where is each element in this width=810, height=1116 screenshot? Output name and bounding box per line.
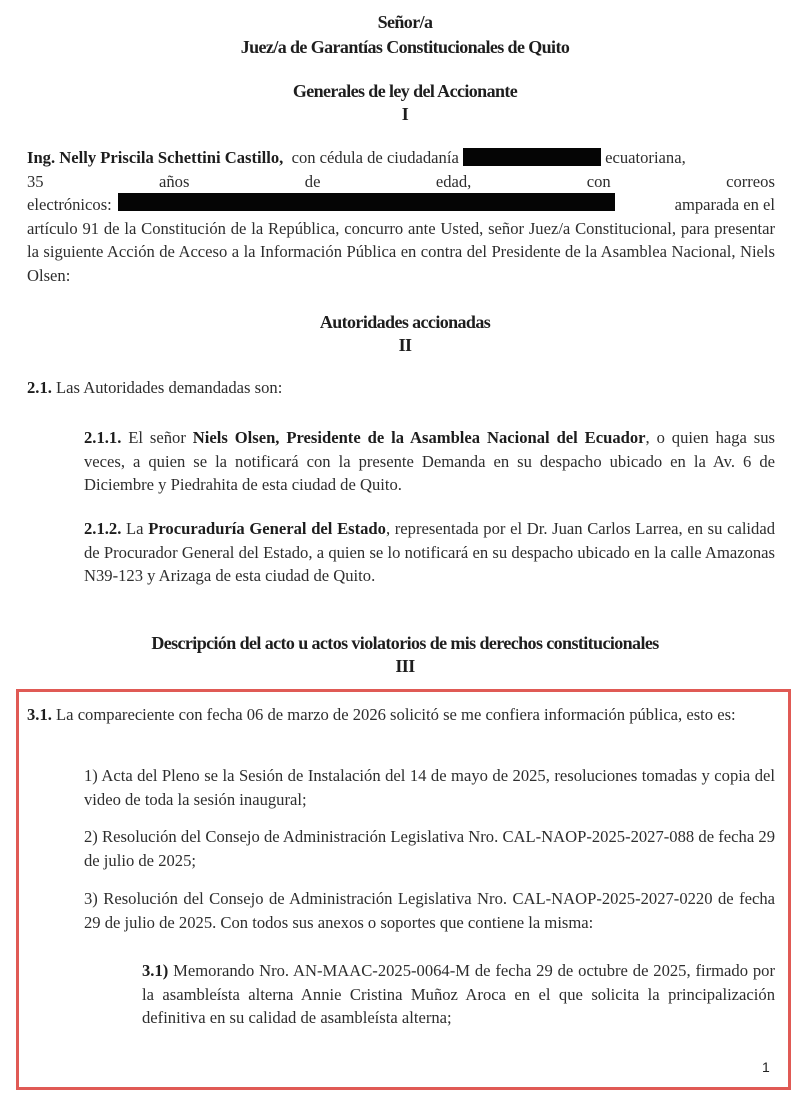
request-item-1: 1) Acta del Pleno se la Sesión de Instalación del 14 de mayo de 2025, resoluciones tomadas y copia del video de toda la sesión inaugural; xyxy=(84,766,775,809)
claimant-line-2 xyxy=(27,170,775,194)
paragraph-2-1-2 xyxy=(84,517,775,588)
paragraph-text: , representada por el Dr. Juan Carlos Larrea, en su calidad de Procurador General del Estado, a quien se lo notificará en su despacho ubicado en la calle Amazonas N39-123 y Arizaga de esta ciudad de Quito. xyxy=(84,519,775,585)
section-3-title: Descripción del acto u actos violatorios de mis derechos constitucionales xyxy=(151,633,659,653)
claimant-text-b: ecuatoriana, xyxy=(605,148,686,167)
claimant-text-a: con cédula de ciudadanía xyxy=(291,148,459,167)
section-1-title: Generales de ley del Accionante xyxy=(292,81,518,101)
claimant-word: correos xyxy=(726,171,775,191)
paragraph-text: , o quien haga sus veces, a quien se la notificará con la presente Demanda en su despacho ubicado en la Av. 6 de Diciembre y Piedrahita de esta ciudad de Quito. xyxy=(84,428,776,494)
paragraph-number: 2.1. xyxy=(27,378,52,397)
paragraph-text: Las Autoridades demandadas son: xyxy=(56,378,283,397)
paragraph-2-1-1 xyxy=(84,426,775,497)
paragraph-text: El señor xyxy=(128,428,186,447)
page-number: 1 xyxy=(762,1059,770,1075)
claimant-text-c: electrónicos: xyxy=(27,195,112,214)
paragraph-number: 2.1.1. xyxy=(84,428,122,447)
sub-item-text: Memorando Nro. AN-MAAC-2025-0064-M de fecha 29 de octubre de 2025, firmado por la asambleísta alterna Annie Cristina Muñoz Aroca en el que solicita la principalización definitiva en su calidad de asambleísta alterna; xyxy=(142,961,775,1027)
claimant-line-3 xyxy=(27,193,775,217)
addressee-line-1: Señor/a xyxy=(377,12,433,32)
claimant-paragraph xyxy=(27,146,775,287)
claimant-text-d: amparada en el xyxy=(674,195,775,214)
claimant-word: 35 xyxy=(27,171,44,191)
request-item-2: 2) Resolución del Consejo de Administración Legislativa Nro. CAL-NAOP-2025-2027-088 de fecha 29 de julio de 2025; xyxy=(84,827,775,870)
section-1-number: I xyxy=(401,104,409,124)
claimant-name: Ing. Nelly Priscila Schettini Castillo, xyxy=(27,148,284,167)
redacted-id-number xyxy=(463,148,601,166)
section-3-number: III xyxy=(395,656,415,676)
paragraph-text: La xyxy=(126,519,144,538)
paragraph-3-1 xyxy=(27,703,775,727)
request-item-3: 3) Resolución del Consejo de Administración Legislativa Nro. CAL-NAOP-2025-2027-0220 de fecha 29 de julio de 2025. Con todos sus anexos o soportes que contiene la misma: xyxy=(84,889,775,932)
sub-item-number: 3.1) xyxy=(142,961,169,980)
claimant-word: años xyxy=(158,171,190,191)
respondent-procuraduria: Procuraduría General del Estado xyxy=(148,519,386,538)
claimant-word: edad, xyxy=(435,171,472,191)
section-2-number: II xyxy=(398,335,412,355)
paragraph-text: La compareciente con fecha 06 de marzo de 2026 solicitó se me confiera información pública, esto es: xyxy=(56,705,736,724)
claimant-word: con xyxy=(586,171,611,191)
sub-item-3-1 xyxy=(142,959,775,1030)
claimant-text-e: artículo 91 de la Constitución de la República, concurro ante Usted, señor Juez/a Constitucional, para presentar la siguiente Acción de Acceso a la Información Pública en contra del Presidente de la Asamblea Nacional, Niels Olsen: xyxy=(27,218,775,285)
redacted-emails xyxy=(118,193,615,211)
respondent-president: Niels Olsen, Presidente de la Asamblea Nacional del Ecuador xyxy=(192,428,646,447)
paragraph-2-1 xyxy=(27,376,775,400)
addressee-line-2: Juez/a de Garantías Constitucionales de Quito xyxy=(240,37,570,57)
section-2-title: Autoridades accionadas xyxy=(319,312,491,332)
paragraph-number: 3.1. xyxy=(27,705,52,724)
claimant-word: de xyxy=(304,171,321,191)
claimant-line-1 xyxy=(27,146,775,170)
paragraph-number: 2.1.2. xyxy=(84,519,122,538)
